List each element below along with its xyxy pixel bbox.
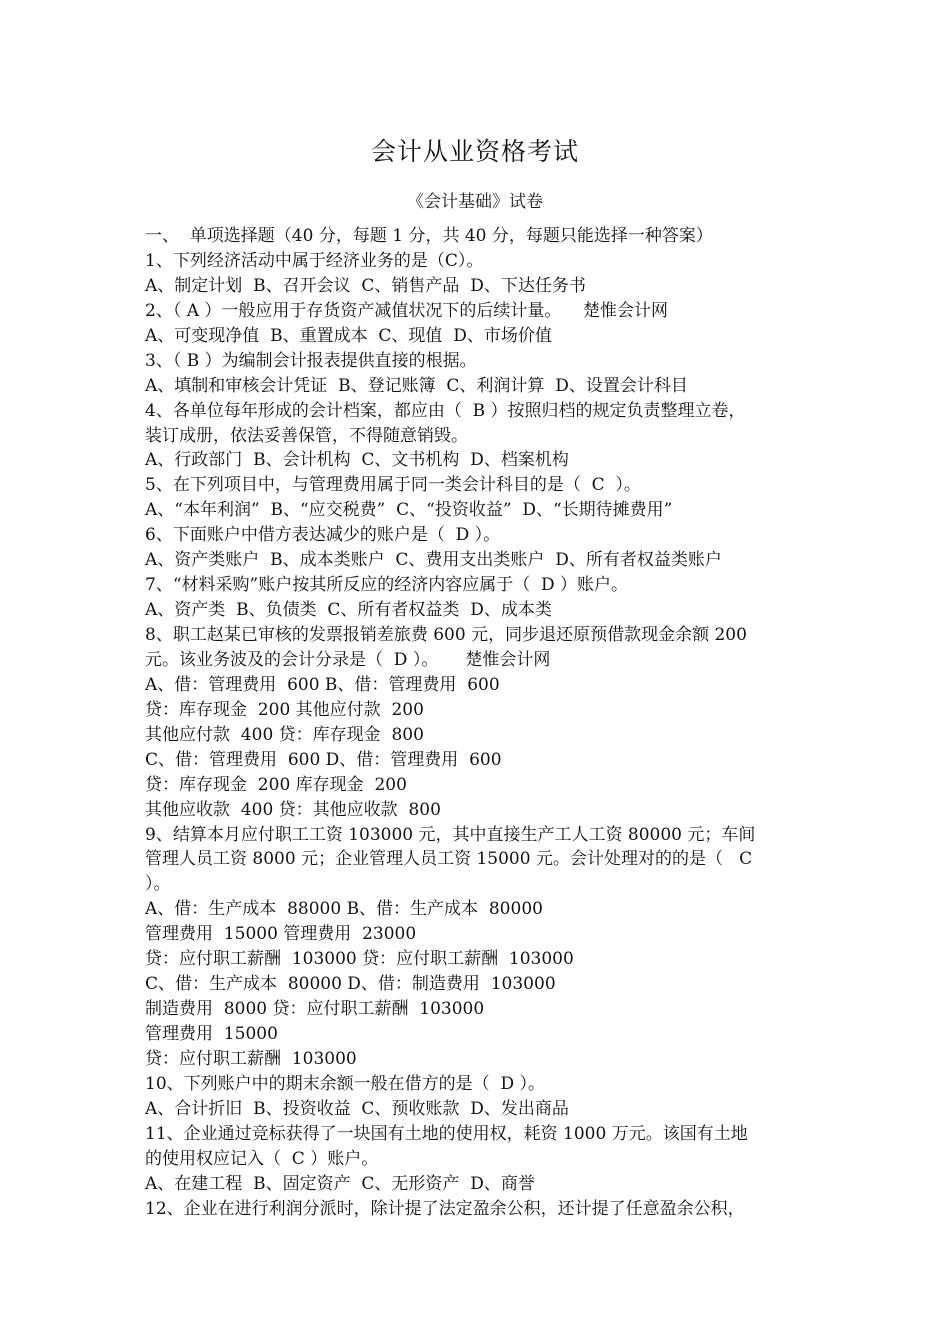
text-line: A、行政部门 B、会计机构 C、文书机构 D、档案机构 bbox=[145, 450, 569, 471]
text-line: A、“本年利润” B、“应交税费” C、“投资收益” D、“长期待摊费用” bbox=[145, 500, 673, 521]
page-title: 会计从业资格考试 bbox=[370, 137, 579, 166]
exam-body bbox=[145, 224, 825, 1222]
text-line: 贷：应付职工薪酬 103000 贷：应付职工薪酬 103000 bbox=[145, 949, 574, 970]
text-line: 其他应付款 400 贷：库存现金 800 bbox=[145, 724, 424, 745]
text-line: 6、下面账户中借方表达减少的账户是（ D ）。 bbox=[145, 525, 501, 546]
text-line: A、借：生产成本 88000 B、借：生产成本 80000 bbox=[145, 899, 543, 920]
text-line: C、借：生产成本 80000 D、借：制造费用 103000 bbox=[145, 974, 556, 995]
text-line: 管理费用 15000 bbox=[145, 1024, 278, 1044]
text-line: A、在建工程 B、固定资产 C、无形资产 D、商誉 bbox=[145, 1173, 535, 1194]
text-line: 2、（ A ）一般应用于存货资产减值状况下的后续计量。 楚惟会计网 bbox=[145, 300, 669, 321]
text-line: 1、下列经济活动中属于经济业务的是（C）。 bbox=[145, 250, 484, 271]
text-line: 装订成册，依法妥善保管，不得随意销毁。 bbox=[145, 425, 468, 446]
text-line: 管理人员工资 8000 元；企业管理人员工资 15000 元。会计处理对的的是（ C bbox=[145, 849, 753, 870]
text-line: A、合计折旧 B、投资收益 C、预收账款 D、发出商品 bbox=[145, 1098, 569, 1119]
text-line: 贷：库存现金 200 库存现金 200 bbox=[145, 774, 407, 795]
text-line: 11、企业通过竞标获得了一块国有土地的使用权，耗资 1000 万元。该国有土地 bbox=[145, 1123, 748, 1144]
text-line: 其他应收款 400 贷：其他应收款 800 bbox=[145, 799, 441, 820]
page-subtitle: 《会计基础》试卷 bbox=[407, 192, 543, 212]
text-line: 一、 单项选择题（40 分，每题 1 分，共 40 分，每题只能选择一种答案） bbox=[145, 226, 713, 246]
text-line: 4、各单位每年形成的会计档案，都应由（ B ）按照归档的规定负责整理立卷， bbox=[145, 400, 746, 421]
text-line: A、资产类账户 B、成本类账户 C、费用支出类账户 D、所有者权益类账户 bbox=[145, 550, 722, 571]
text-line: 制造费用 8000 贷：应付职工薪酬 103000 bbox=[145, 999, 485, 1020]
text-line: 9、结算本月应付职工工资 103000 元，其中直接生产工人工资 80000 元；车间 bbox=[145, 824, 756, 845]
text-line: 管理费用 15000 管理费用 23000 bbox=[145, 924, 417, 945]
text-line: 贷：库存现金 200 其他应付款 200 bbox=[145, 699, 424, 720]
text-line: 7、“材料采购”账户按其所反应的经济内容应属于（ D ）账户。 bbox=[145, 575, 629, 596]
text-line: 5、在下列项目中，与管理费用属于同一类会计科目的是（ C ）。 bbox=[145, 475, 641, 496]
text-line: 10、下列账户中的期末余额一般在借方的是（ D ）。 bbox=[145, 1073, 545, 1094]
text-line: A、资产类 B、负债类 C、所有者权益类 D、成本类 bbox=[145, 600, 552, 621]
text-line: 12、企业在进行利润分派时，除计提了法定盈余公积，还计提了任意盈余公积， bbox=[145, 1198, 745, 1219]
text-line: ）。 bbox=[145, 874, 171, 895]
text-line: 的使用权应记入（ C ）账户。 bbox=[145, 1148, 379, 1169]
text-line: 8、职工赵某已审核的发票报销差旅费 600 元，同步退还原预借款现金余额 200 bbox=[145, 625, 747, 645]
text-line: A、制定计划 B、召开会议 C、销售产品 D、下达任务书 bbox=[145, 275, 586, 296]
text-line: 3、（ B ）为编制会计报表提供直接的根据。 bbox=[145, 350, 477, 371]
text-line: 贷：应付职工薪酬 103000 bbox=[145, 1048, 357, 1069]
text-line: C、借：管理费用 600 D、借：管理费用 600 bbox=[145, 749, 502, 770]
text-line: A、借：管理费用 600 B、借：管理费用 600 bbox=[145, 674, 500, 695]
text-line: A、填制和审核会计凭证 B、登记账簿 C、利润计算 D、设置会计科目 bbox=[145, 375, 688, 396]
text-line: 元。该业务波及的会计分录是（ D ）。 楚惟会计网 bbox=[145, 649, 551, 670]
text-line: A、可变现净值 B、重置成本 C、现值 D、市场价值 bbox=[145, 325, 552, 346]
